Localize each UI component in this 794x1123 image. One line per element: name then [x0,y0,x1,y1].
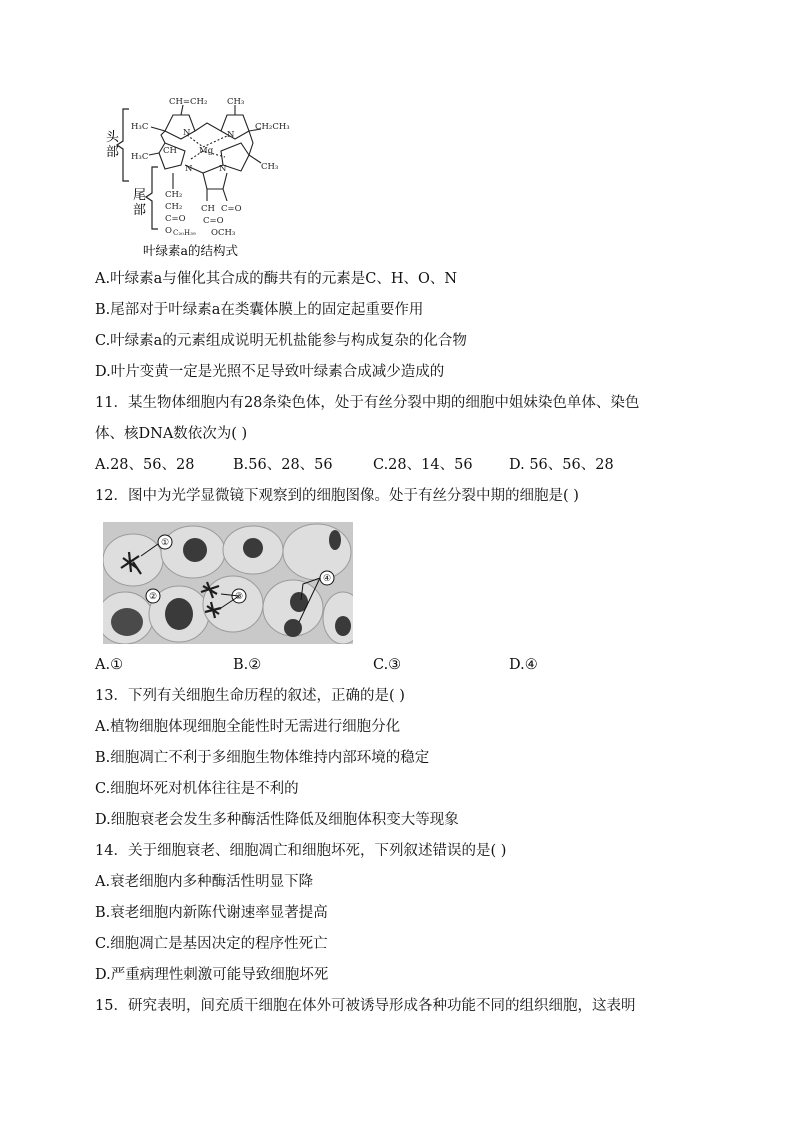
atom-h3c-left: H₃C [131,122,149,132]
atom-h3c-low: H₃C [131,152,149,162]
q15-stem: 15．研究表明，间充质干细胞在体外可被诱导形成各种功能不同的组织细胞，这表明 [95,998,636,1014]
atom-tail-ch2b: CH₂ [165,202,183,212]
atom-phytyl: C₂₀H₃₉ [173,229,196,237]
atom-ch3-right: CH₃ [261,162,279,172]
atom-och3: OCH₃ [211,228,236,238]
q12-option-c: C.③ [373,657,402,673]
q11-option-a: A.28、56、28 [95,457,195,473]
atom-ch: CH [163,146,177,156]
tail-brace [146,167,158,229]
tail-label: 尾部 [133,188,147,218]
atom-n-br: N [219,164,227,174]
cell-2-nucleus [111,608,143,636]
q11-option-c: C.28、14、56 [373,457,473,473]
q14-option-c: C.细胞凋亡是基因决定的程序性死亡 [95,936,328,952]
label-2: ② [148,592,158,602]
q13-option-c: C.细胞坏死对机体往往是不利的 [95,781,299,797]
q10-option-c: C.叶绿素a的元素组成说明无机盐能参与构成复杂的化合物 [95,333,467,349]
atom-n-bl: N [185,164,193,174]
q10-option-a: A.叶绿素a与催化其合成的酶共有的元素是C、H、O、N [95,271,458,287]
atom-ring-ch: CH [201,204,215,214]
q12-option-b: B.② [233,657,262,673]
label-1: ① [160,538,170,548]
atom-tail-ch2a: CH₂ [165,190,183,200]
q11-stem-line2: 体、核DNA数依次为( ) [95,426,248,442]
atom-mg: Mg [199,146,214,156]
q11-stem-line1: 11．某生物体细胞内有28条染色体，处于有丝分裂中期的细胞中姐妹染色单体、染色 [95,395,640,411]
atom-n-tl: N [183,128,191,138]
q14-option-d: D.严重病理性刺激可能导致细胞坏死 [95,967,329,983]
atom-ch3-top: CH₃ [227,97,245,107]
q14-option-a: A.衰老细胞内多种酶活性明显下降 [95,874,314,890]
q13-option-b: B.细胞凋亡不利于多细胞生物体维持内部环境的稳定 [95,750,430,766]
q11-options [95,455,735,475]
atom-ester-c: C=O [203,216,224,226]
q10-option-b: B.尾部对于叶绿素a在类囊体膜上的固定起重要作用 [95,302,424,318]
q13-option-d: D.细胞衰老会发生多种酶活性降低及细胞体积变大等现象 [95,812,459,828]
label-3: ③ [234,592,244,602]
figure-caption: 叶绿素a的结构式 [143,243,238,258]
q11-option-b: B.56、28、56 [233,457,333,473]
q14-stem: 14．关于细胞衰老、细胞凋亡和细胞坏死，下列叙述错误的是( ) [95,843,507,859]
q13-stem: 13．下列有关细胞生命历程的叙述，正确的是( ) [95,688,405,704]
atom-tail-co: C=O [165,214,186,224]
atom-vinyl: CH=CH₂ [169,97,208,107]
atom-ring-co: C=O [221,204,242,214]
chlorophyll-a-structure-figure [103,93,303,258]
label-4: ④ [322,574,332,584]
q12-option-a: A.① [95,657,124,673]
q12-stem: 12．图中为光学显微镜下观察到的细胞图像。处于有丝分裂中期的细胞是( ) [95,488,579,504]
q13-option-a: A.植物细胞体现细胞全能性时无需进行细胞分化 [95,719,401,735]
q10-option-d: D.叶片变黄一定是光照不足导致叶绿素合成减少造成的 [95,364,445,380]
head-label: 头部 [106,130,120,160]
q12-option-d: D.④ [509,657,538,673]
atom-ethyl: CH₂CH₃ [255,122,290,132]
microscope-cell-image [103,522,353,644]
atom-tail-o: O [165,226,172,236]
q11-option-d: D. 56、56、28 [509,457,614,473]
atom-n-tr: N [227,130,235,140]
q14-option-b: B.衰老细胞内新陈代谢速率显著提高 [95,905,328,921]
q12-options [95,655,735,675]
